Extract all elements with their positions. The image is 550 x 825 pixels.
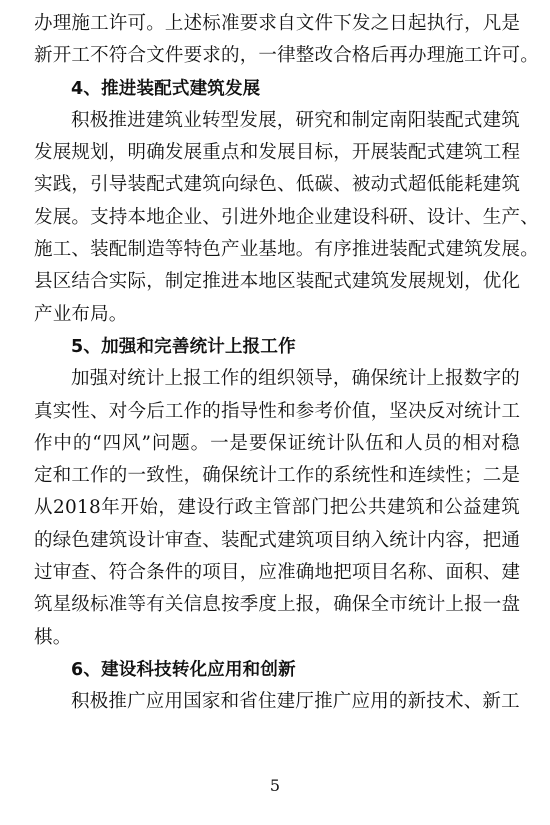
- paragraph-line: 产业布局。: [34, 303, 128, 325]
- section-heading-5: 5、加强和完善统计上报工作: [71, 336, 296, 357]
- body-text: [34, 8, 539, 719]
- paragraph-line: 办理施工许可。上述标准要求自文件下发之日起执行，凡是: [34, 13, 521, 34]
- section-heading-4: 4、推进装配式建筑发展: [71, 78, 261, 99]
- paragraph-line: 新开工不符合文件要求的，一律整改合格后再办理施工许可。: [34, 45, 539, 67]
- paragraph-line: 实践，引导装配式建筑向绿色、低碳、被动式超低能耗建筑: [34, 174, 521, 196]
- paragraph-line: 积极推广应用国家和省住建厅推广应用的新技术、新工: [71, 691, 520, 713]
- paragraph-line: 真实性、对今后工作的指导性和参考价值，坚决反对统计工: [34, 400, 521, 422]
- paragraph-line: 积极推进建筑业转型发展，研究和制定南阳装配式建筑: [71, 109, 520, 131]
- paragraph-line: 施工、装配制造等特色产业基地。有序推进装配式建筑发展。: [34, 239, 539, 261]
- paragraph-line: 发展。支持本地企业、引进外地企业建设科研、设计、生产、: [34, 206, 539, 228]
- paragraph-line: 作中的“四风”问题。一是要保证统计队伍和人员的相对稳: [34, 432, 520, 454]
- paragraph-line: 定和工作的一致性，确保统计工作的系统性和连续性；二是: [34, 465, 521, 487]
- section-heading-6: 6、建设科技转化应用和创新: [71, 659, 296, 680]
- paragraph-line: 筑星级标准等有关信息按季度上报，确保全市统计上报一盘: [34, 594, 521, 616]
- paragraph-line: 棋。: [34, 626, 72, 648]
- paragraph-line: 的绿色建筑设计审查、装配式建筑项目纳入统计内容，把通: [34, 529, 521, 551]
- paragraph-line: 从2018年开始，建设行政主管部门把公共建筑和公益建筑: [34, 497, 520, 519]
- paragraph-line: 加强对统计上报工作的组织领导，确保统计上报数字的: [71, 368, 520, 390]
- paragraph-line: 发展规划，明确发展重点和发展目标，开展装配式建筑工程: [34, 142, 521, 164]
- page-number: 5: [269, 776, 281, 795]
- paragraph-line: 县区结合实际，制定推进本地区装配式建筑发展规划，优化: [34, 271, 521, 293]
- paragraph-line: 过审查、符合条件的项目，应准确地把项目名称、面积、建: [34, 562, 521, 584]
